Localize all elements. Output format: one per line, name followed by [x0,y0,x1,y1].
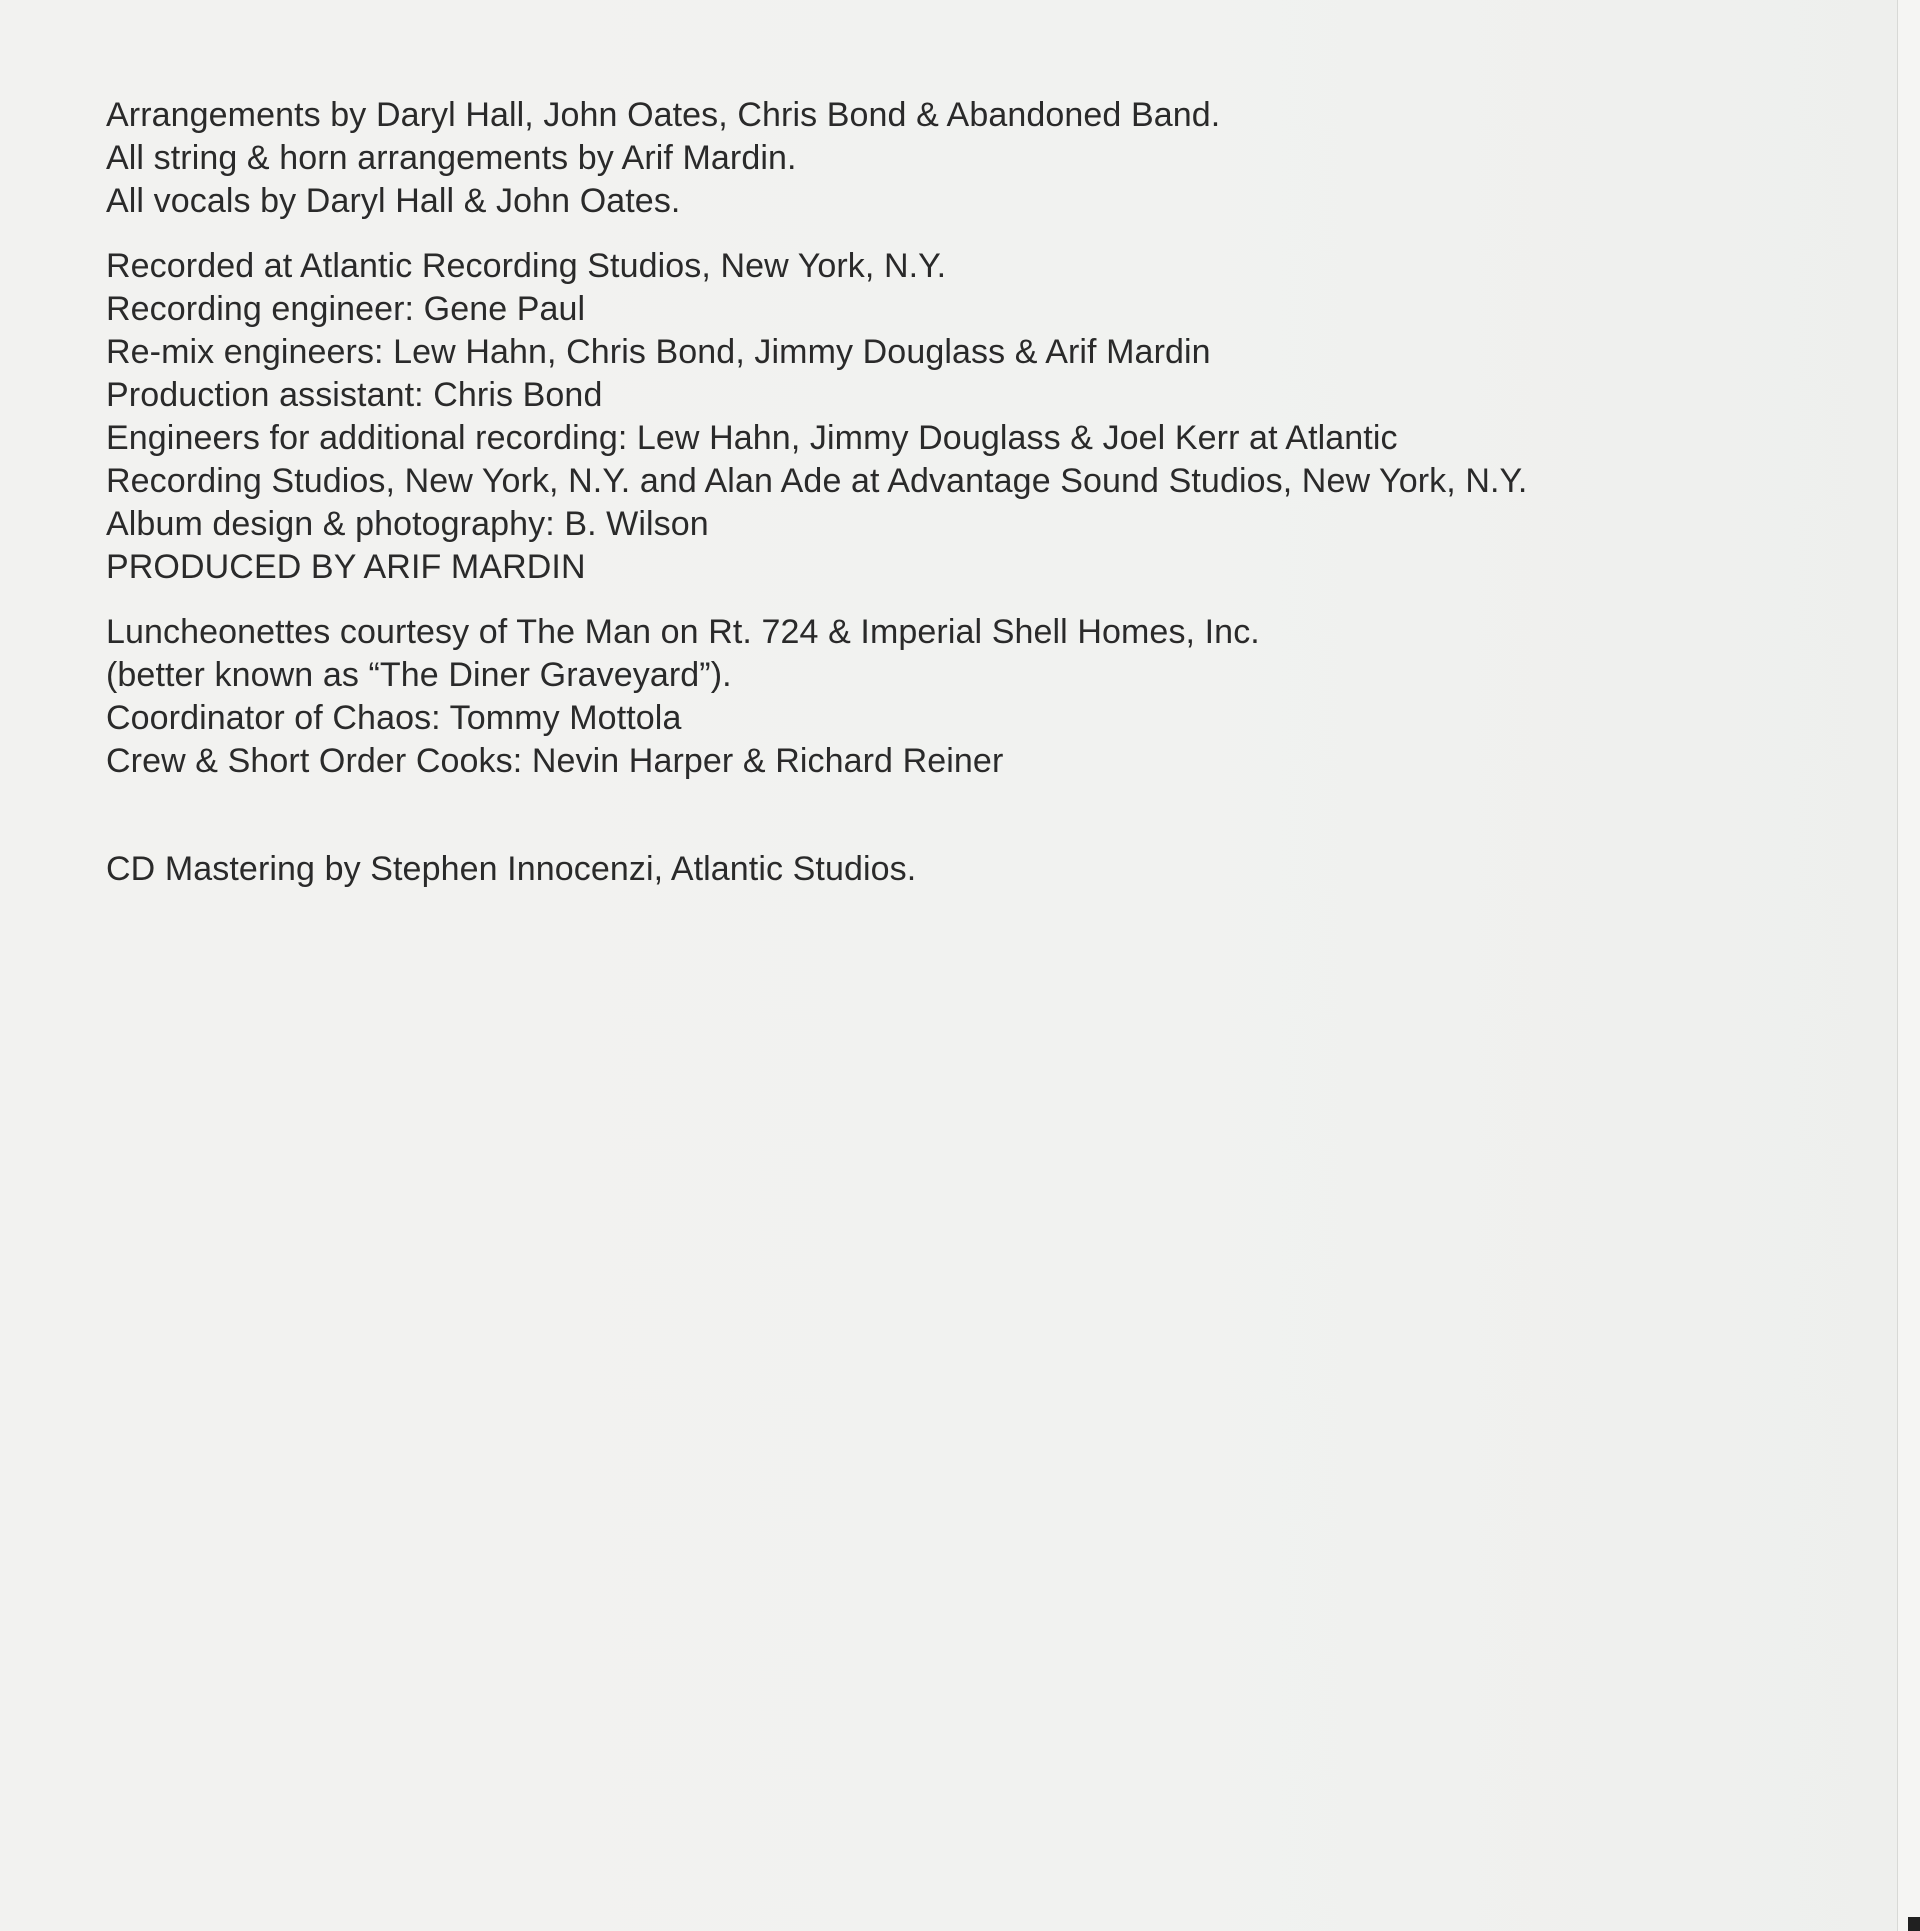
credit-line: Coordinator of Chaos: Tommy Mottola [106,699,682,737]
credit-line: Recorded at Atlantic Recording Studios, New York, N.Y. [106,247,947,285]
credit-line: Re-mix engineers: Lew Hahn, Chris Bond, Jimmy Douglass & Arif Mardin [106,333,1211,371]
credit-line: Crew & Short Order Cooks: Nevin Harper & Richard Reiner [106,742,1004,780]
credits-block-mastering [106,848,1806,891]
credit-line: Luncheonettes courtesy of The Man on Rt. 724 & Imperial Shell Homes, Inc. [106,613,1260,651]
credit-line: All vocals by Daryl Hall & John Oates. [106,182,681,220]
credit-line: Engineers for additional recording: Lew Hahn, Jimmy Douglass & Joel Kerr at Atlantic [106,419,1398,457]
credits-text [106,94,1806,891]
credits-block-arrangements [106,94,1806,223]
page-corner-mark [1908,1917,1920,1931]
credit-line: CD Mastering by Stephen Innocenzi, Atlantic Studios. [106,850,917,888]
credits-block-thanks [106,611,1806,783]
credits-block-recording [106,245,1806,589]
credit-line: Recording Studios, New York, N.Y. and Alan Ade at Advantage Sound Studios, New York, N.Y. [106,462,1528,500]
credit-line: Production assistant: Chris Bond [106,376,603,414]
page-margin [1898,0,1920,1931]
credit-line: Arrangements by Daryl Hall, John Oates, Chris Bond & Abandoned Band. [106,96,1221,134]
page-edge-line [1897,0,1898,1931]
credit-line: (better known as “The Diner Graveyard”). [106,656,732,694]
credit-line: Album design & photography: B. Wilson [106,505,709,543]
credit-line-producer: PRODUCED BY ARIF MARDIN [106,548,586,586]
credit-line: Recording engineer: Gene Paul [106,290,586,328]
credit-line: All string & horn arrangements by Arif Mardin. [106,139,797,177]
